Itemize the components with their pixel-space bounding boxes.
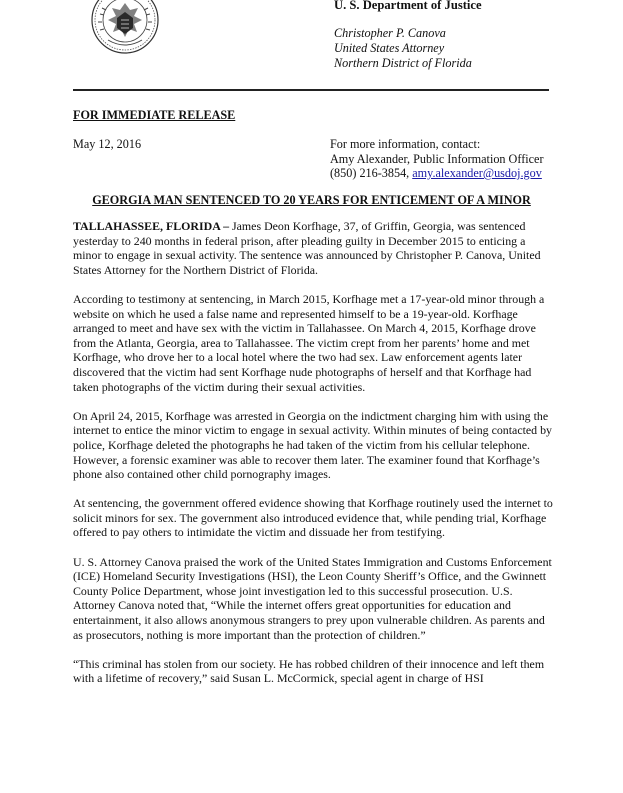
contact-intro: For more information, contact:	[330, 137, 481, 151]
contact-phone-email	[330, 166, 544, 181]
paragraph-6: “This criminal has stolen from our society. He has robbed children of their innocence and left them with a lifetime of recovery,” said Susan L. McCormick, special agent in charge of HSI	[73, 656, 545, 686]
attorney-title: United States Attorney	[334, 41, 445, 55]
paragraph-4: At sentencing, the government offered evidence showing that Korfhage routinely used the internet to solicit minors for sex. The government also introduced evidence that, while pending trial, Korfhage offered to pay others to intimidate the victim and dissuade her from testifying.	[73, 496, 553, 540]
contact-phone: (850) 216-3854,	[330, 166, 410, 180]
paragraph-1	[73, 219, 555, 277]
headline: GEORGIA MAN SENTENCED TO 20 YEARS FOR ENTICEMENT OF A MINOR	[92, 193, 531, 207]
press-release-body	[73, 219, 555, 701]
dateline: TALLAHASSEE, FLORIDA –	[73, 219, 230, 233]
paragraph-5: U. S. Attorney Canova praised the work of the United States Immigration and Customs Enforcement (ICE) Homeland Security Investigations (HSI), the Leon County Sheriff’s Office, and the Gwinnett County Police Department, whose joint investigation led to this successful prosecution. U.S. Attorney Canova noted that, “While the internet offers great opportunities for education and entertainment, it also allows anonymous strangers to prey upon vulnerable children. As parents and as prosecutors, nothing is more important than the protection of children.”	[73, 554, 552, 642]
release-date: May 12, 2016	[73, 137, 142, 151]
agency-name: U. S. Department of Justice	[334, 0, 482, 12]
paragraph-3: On April 24, 2015, Korfhage was arrested in Georgia on the indictment charging him with using the internet to entice the minor victim to engage in sexual activity. Within minutes of being contacted by police, Korfhage deleted the photographs he had taken of the victim from his cellular telephone. However, a forensic examiner was able to recover them later. The examiner found that Korfhage’s phone also contained other child pornography images.	[73, 408, 552, 482]
paragraph-2: According to testimony at sentencing, in March 2015, Korfhage met a 17-year-old minor through a website on which he used a false name and represented himself to be a 19-year-old. Korfhage arranged to meet and have sex with the victim in Tallahassee. On March 4, 2015, Korfhage drove from the Atlanta, Georgia, area to Tallahassee. The victim crept from her parents’ home and met Korfhage, who drove her to a local hotel where the two had sex. Law enforcement agents later discovered that the victim had sent Korfhage nude photographs of herself and that Korfhage had taken photographs of the victim during their sexual activities.	[73, 291, 545, 394]
header-divider	[73, 89, 549, 91]
attorney-name: Christopher P. Canova	[334, 26, 446, 40]
release-label: FOR IMMEDIATE RELEASE	[73, 108, 236, 122]
contact-block	[330, 137, 544, 181]
doj-seal	[90, 0, 160, 58]
paragraph-1-text: James Deon Korfhage, 37, of Griffin, Georgia, was sentenced yesterday to 240 months in federal prison, after pleading guilty in December 2015 to enticing a minor to engage in sexual activity. The sentence was announced by Christopher P. Canova, United States Attorney for the Northern District of Florida.	[73, 219, 541, 277]
contact-person: Amy Alexander, Public Information Officer	[330, 151, 544, 166]
attorney-block	[334, 26, 472, 71]
contact-email-link[interactable]: amy.alexander@usdoj.gov	[412, 166, 542, 180]
district-name: Northern District of Florida	[334, 56, 472, 70]
